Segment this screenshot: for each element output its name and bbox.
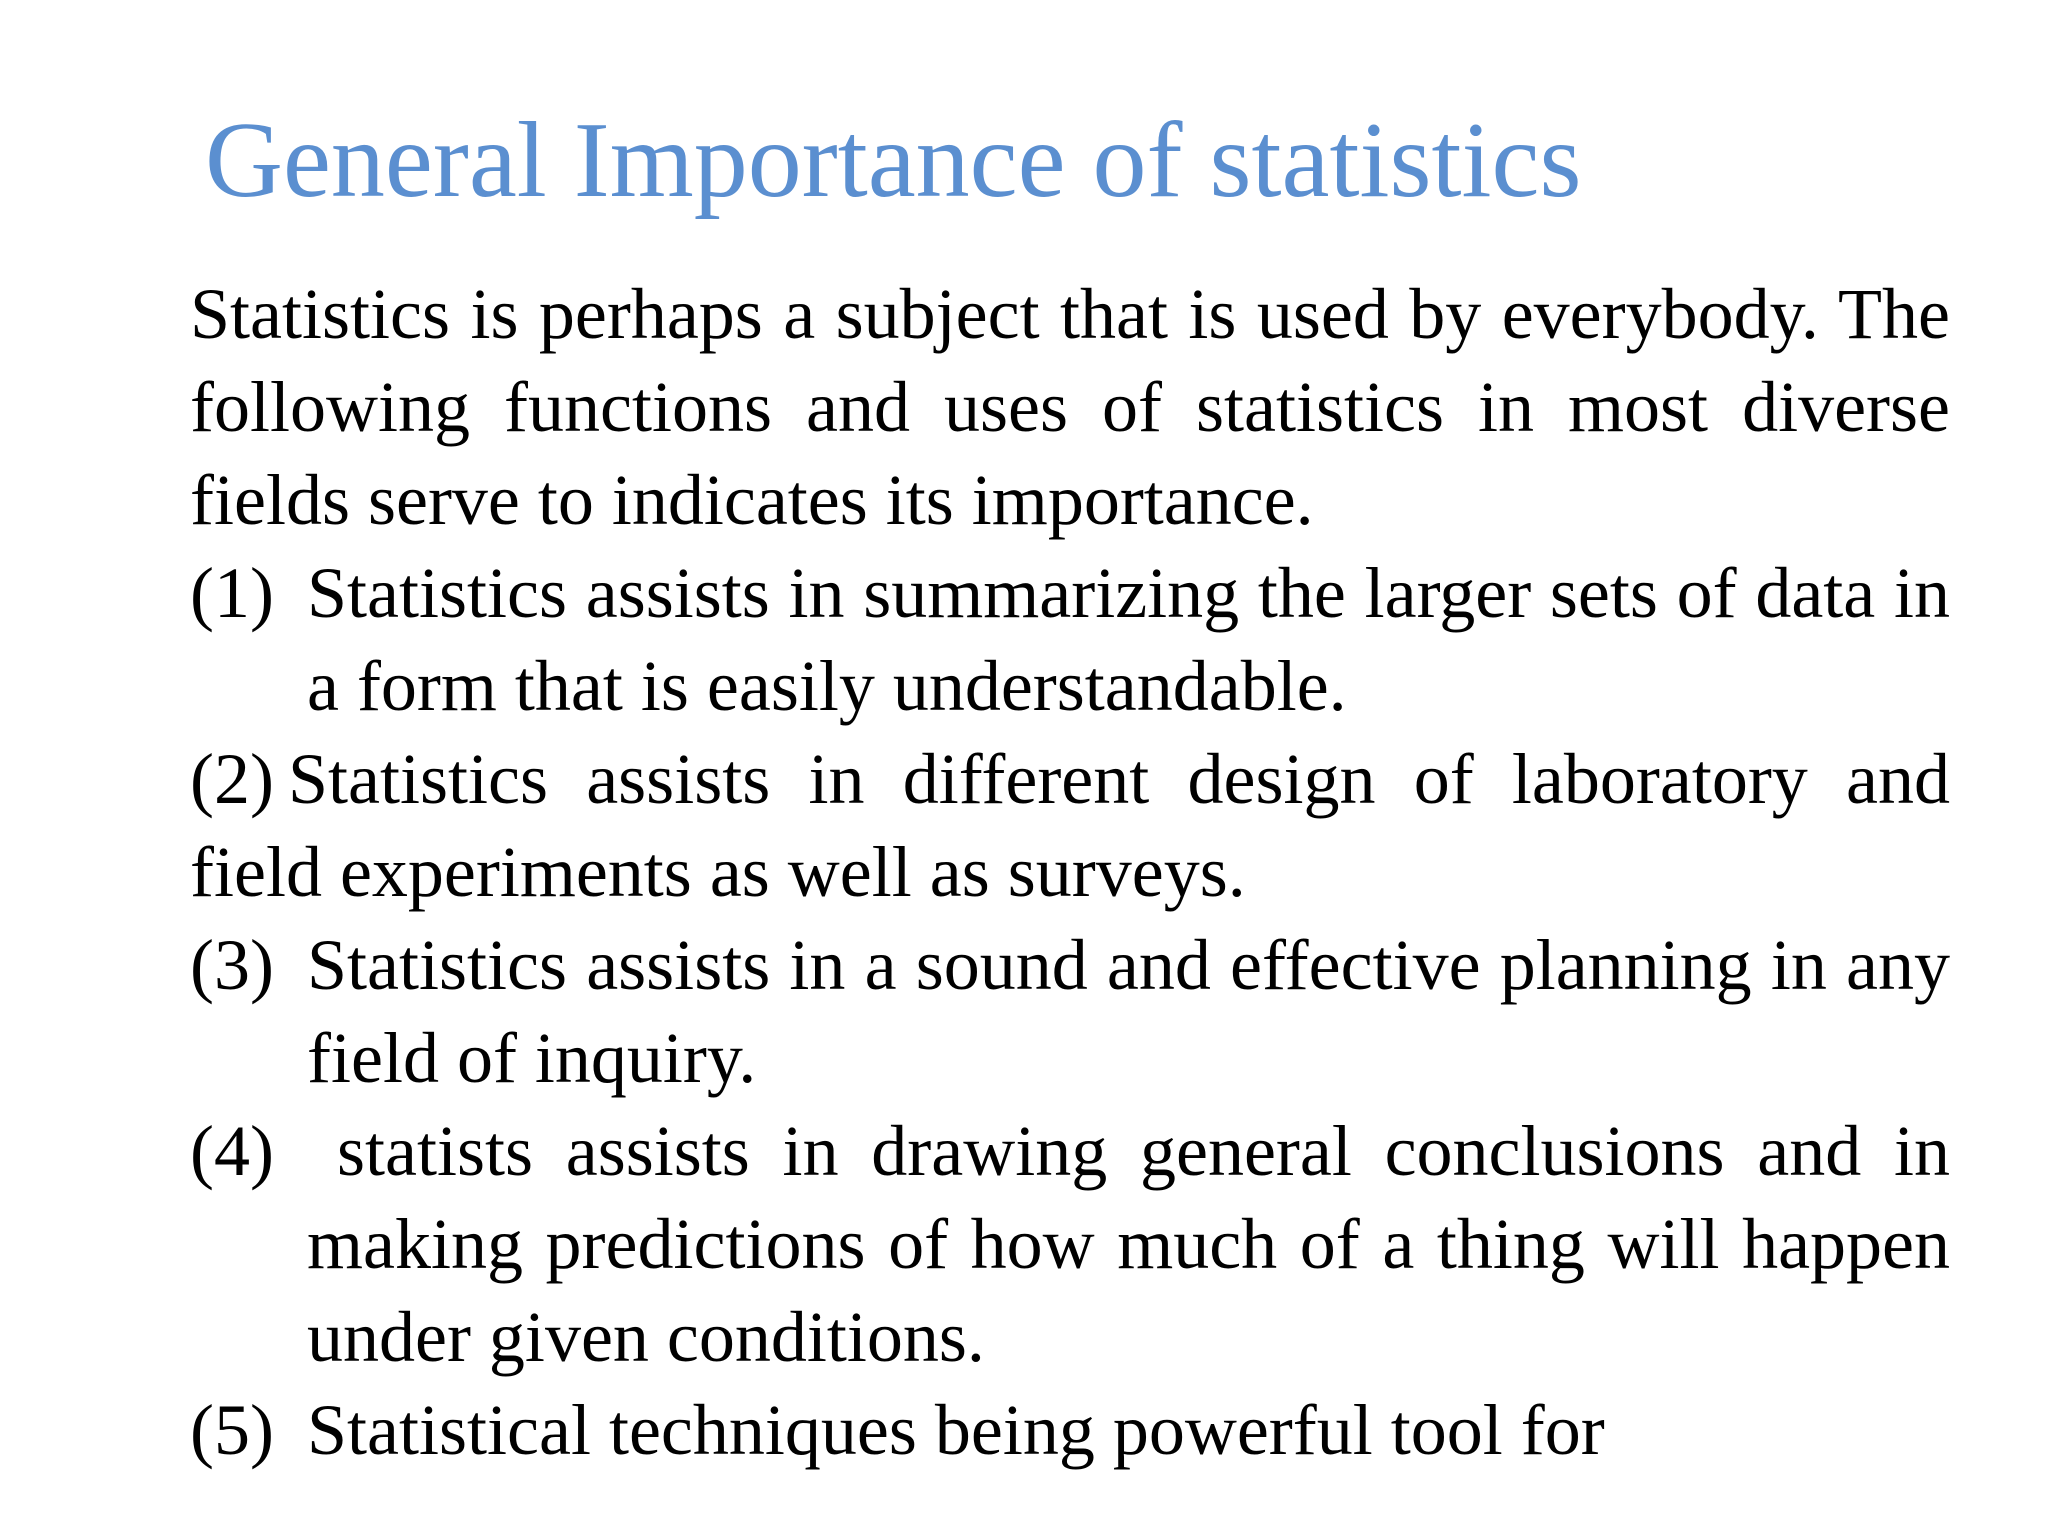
list-item-1: [190, 547, 1950, 733]
list-item-4: [190, 1105, 1950, 1384]
list-item-text: Statistics assists in summarizing the larger sets of data in a form that is easily understandable.: [307, 553, 1950, 726]
list-item-2: [190, 733, 1950, 919]
list-item-number: (3): [190, 925, 274, 1005]
list-item-number: (2): [190, 739, 274, 819]
list-item-number: (5): [190, 1390, 274, 1470]
list-item-number: (1): [190, 553, 274, 633]
intro-paragraph: Statistics is perhaps a subject that is used by everybody. The following functions and uses of statistics in most diverse fields serve to indicates its importance.: [190, 274, 1950, 540]
slide-title: General Importance of statistics: [205, 101, 1582, 220]
list-item-text: statists assists in drawing general conclusions and in making predictions of how much of a thing will happen under given conditions.: [307, 1111, 1950, 1377]
list-item-number: (4): [190, 1111, 274, 1191]
list-item-text: Statistics assists in different design of laboratory and field experiments as well as surveys.: [190, 739, 1950, 912]
slide-body: [190, 268, 1950, 1477]
list-item-text: Statistical techniques being powerful tool for: [307, 1390, 1605, 1470]
list-item-text: Statistics assists in a sound and effective planning in any field of inquiry.: [307, 925, 1950, 1098]
list-item-3: [190, 919, 1950, 1105]
list-item-5: [190, 1384, 1950, 1477]
